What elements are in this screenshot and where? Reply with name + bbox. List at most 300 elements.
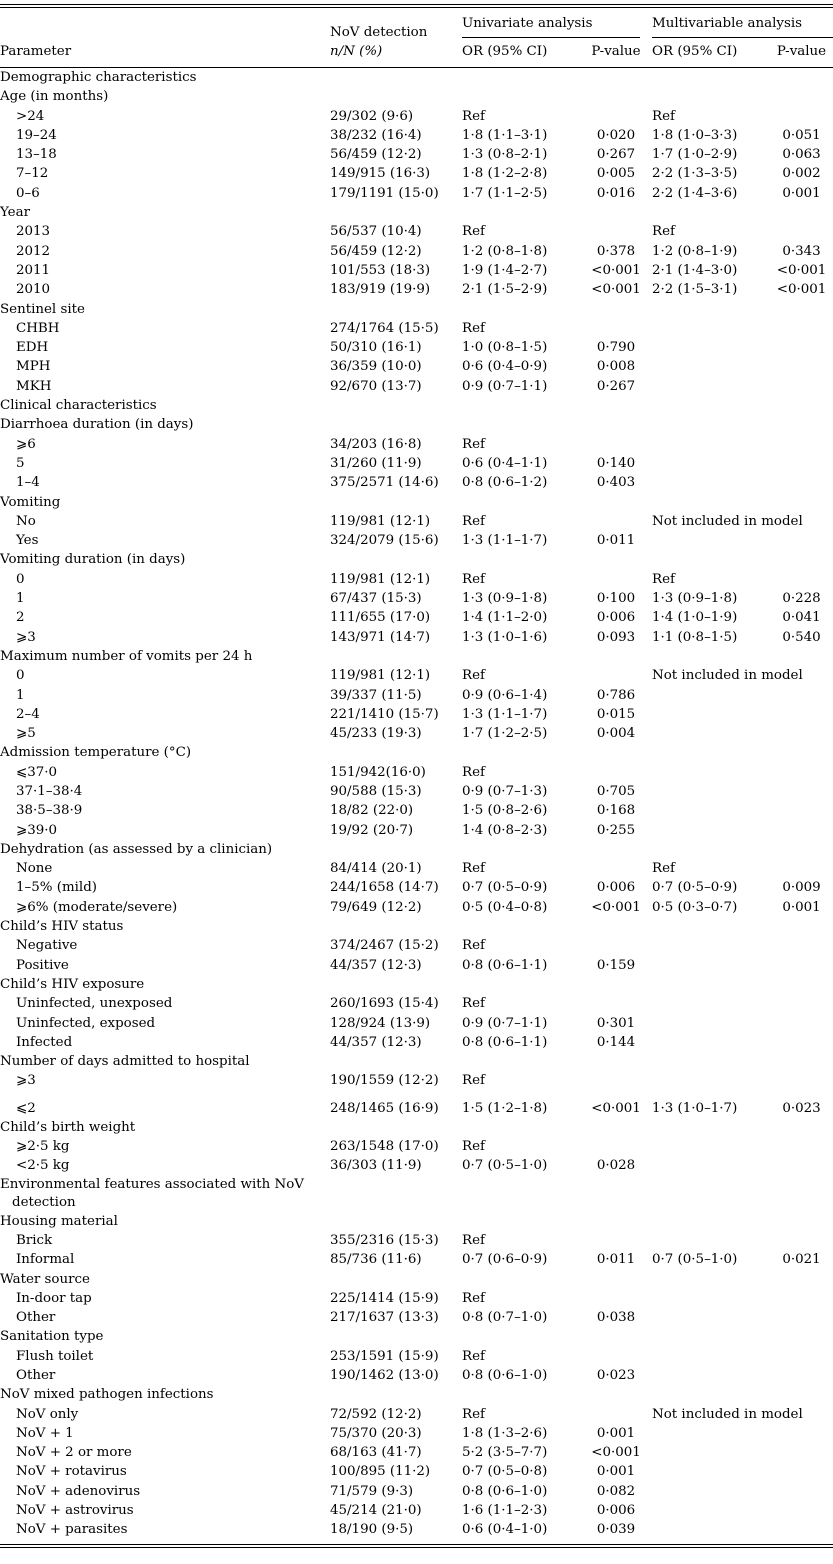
row-parameter: NoV + astrovirus (16, 1503, 134, 1519)
row-parameter: Other (16, 1368, 56, 1383)
table-row (0, 261, 833, 280)
row-uni-p: 0·255 (596, 822, 636, 838)
row-uni-p: 0·100 (596, 591, 636, 607)
row-detection: 36/303 (11·9) (330, 1158, 422, 1174)
row-uni-or: Ref (462, 996, 485, 1012)
table-row (0, 1405, 833, 1424)
row-multi-or: 0·7 (0·5–1·0) (652, 1252, 738, 1268)
row-parameter: 0 (16, 668, 25, 684)
row-detection (330, 1176, 462, 1212)
row-multi-or: 1·3 (1·0–1·7) (652, 1100, 738, 1116)
row-detection (330, 550, 462, 569)
row-uni-or: Ref (462, 861, 485, 877)
row-detection: 18/82 (22·0) (330, 803, 414, 819)
row-uni-p (580, 1231, 652, 1250)
row-detection: 190/1462 (13·0) (330, 1368, 439, 1383)
row-multi-or (652, 647, 770, 666)
row-parameter: Water source (0, 1271, 90, 1287)
row-parameter: ⩽37·0 (16, 764, 58, 780)
row-parameter: ⩾39·0 (16, 822, 58, 838)
category-row (0, 550, 833, 569)
row-uni-p (580, 1212, 652, 1231)
table-row (0, 1231, 833, 1250)
row-uni-p: 0·008 (596, 359, 636, 375)
row-uni-or (462, 493, 580, 512)
row-detection: 101/553 (18·3) (330, 262, 431, 278)
row-detection: 355/2316 (15·3) (330, 1232, 439, 1248)
row-detection: 179/1191 (15·0) (330, 185, 439, 201)
row-multi-or (652, 68, 770, 87)
row-uni-p: 0·039 (596, 1522, 636, 1538)
row-multi-p (770, 1176, 833, 1212)
row-multi-p (770, 531, 833, 550)
row-uni-or: 5·2 (3·5–7·7) (462, 1445, 548, 1461)
row-parameter: ⩾2·5 kg (16, 1139, 70, 1155)
row-uni-p (580, 415, 652, 434)
row-parameter: None (16, 861, 53, 877)
row-uni-p (580, 68, 652, 87)
row-uni-p (580, 570, 652, 589)
row-multi-or: 1·3 (0·9–1·8) (652, 591, 738, 607)
row-uni-p (580, 1118, 652, 1137)
row-detection: 149/915 (16·3) (330, 166, 431, 182)
row-uni-or (462, 203, 580, 222)
row-multi-or (652, 1033, 770, 1052)
row-detection: 75/370 (20·3) (330, 1425, 422, 1441)
row-detection: 248/1465 (16·9) (330, 1100, 439, 1116)
row-multi-or (652, 203, 770, 222)
row-parameter: 37·1–38·4 (16, 783, 83, 799)
table-row (0, 878, 833, 897)
row-multi-p: 0·001 (782, 185, 821, 201)
row-uni-or: 0·7 (0·5–0·8) (462, 1464, 548, 1480)
table-row (0, 107, 833, 126)
table-row (0, 222, 833, 241)
row-parameter: 13–18 (16, 147, 57, 163)
row-detection: 190/1559 (12·2) (330, 1073, 439, 1089)
row-detection: 44/357 (12·3) (330, 957, 422, 973)
table-row (0, 473, 833, 492)
row-detection (330, 396, 462, 415)
row-multi-or (652, 1482, 770, 1501)
row-uni-or: 0·6 (0·4–1·0) (462, 1522, 548, 1538)
row-multi-or: 1·2 (0·8–1·9) (652, 243, 738, 259)
row-parameter: EDH (16, 340, 49, 356)
row-multi-p: 0·002 (782, 166, 821, 182)
row-multi-or (652, 975, 770, 994)
table-row (0, 763, 833, 782)
row-uni-or: 0·8 (0·6–1·2) (462, 475, 548, 491)
row-uni-or: 1·0 (0·8–1·5) (462, 340, 548, 356)
category-row (0, 840, 833, 859)
row-uni-or: 1·4 (0·8–2·3) (462, 822, 548, 838)
category-row (0, 1176, 833, 1212)
row-uni-or: 0·8 (0·6–1·1) (462, 957, 548, 973)
row-detection (330, 1327, 462, 1346)
row-multi-p (770, 1212, 833, 1231)
row-uni-or: 0·8 (0·6–1·0) (462, 1368, 548, 1383)
row-uni-p: 0·267 (596, 147, 636, 163)
row-parameter: In-door tap (16, 1290, 92, 1306)
header-multi-or: OR (95% CI) (652, 44, 738, 59)
row-multi-p (770, 705, 833, 724)
category-row (0, 1212, 833, 1231)
row-detection: 38/232 (16·4) (330, 127, 422, 143)
row-multi-p (770, 473, 833, 492)
row-multi-or: Ref (652, 861, 675, 877)
row-parameter: 1–4 (16, 475, 40, 491)
table-row (0, 280, 833, 299)
row-parameter: Dehydration (as assessed by a clinician) (0, 841, 273, 857)
row-multi-or (652, 1462, 770, 1481)
header-detection-line1: NoV detection (330, 25, 428, 40)
row-uni-p (580, 1137, 652, 1156)
row-multi-p (770, 550, 833, 569)
row-uni-or: Ref (462, 1073, 485, 1089)
row-uni-or: 1·8 (1·3–2·6) (462, 1425, 548, 1441)
row-multi-or: Not included in model (652, 668, 803, 684)
row-multi-p (770, 87, 833, 106)
table-row (0, 1137, 833, 1156)
table-row (0, 1308, 833, 1327)
row-uni-or (462, 415, 580, 434)
row-detection: 92/670 (13·7) (330, 378, 422, 394)
row-multi-p (770, 782, 833, 801)
row-uni-p: 0·011 (596, 533, 636, 549)
row-multi-or (652, 956, 770, 975)
row-uni-or: 1·3 (1·1–1·7) (462, 533, 548, 549)
table-row (0, 1289, 833, 1308)
bottom-double-rule (0, 1544, 833, 1548)
row-detection: 128/924 (13·9) (330, 1015, 431, 1031)
table-row (0, 898, 833, 917)
row-multi-p (770, 975, 833, 994)
row-uni-or: Ref (462, 1232, 485, 1248)
row-uni-p (580, 1347, 652, 1366)
row-multi-or (652, 936, 770, 955)
row-detection: 85/736 (11·6) (330, 1252, 422, 1268)
row-multi-or (652, 917, 770, 936)
row-multi-p (770, 994, 833, 1013)
table-row (0, 994, 833, 1013)
row-uni-p (580, 1289, 652, 1308)
row-uni-p (580, 222, 652, 241)
row-parameter: ⩾5 (16, 726, 36, 742)
row-parameter: Sentinel site (0, 301, 85, 317)
row-detection: 45/214 (21·0) (330, 1503, 422, 1519)
row-multi-p: 0·001 (782, 899, 821, 915)
row-uni-p: <0·001 (591, 1445, 641, 1461)
row-multi-or (652, 686, 770, 705)
row-multi-or (652, 87, 770, 106)
row-uni-p: 0·301 (596, 1015, 636, 1031)
row-multi-or (652, 840, 770, 859)
row-uni-or (462, 1385, 580, 1404)
row-multi-p: 0·009 (782, 880, 821, 896)
row-uni-or (462, 396, 580, 415)
row-multi-p (770, 1289, 833, 1308)
row-uni-p: 0·006 (596, 1503, 636, 1519)
row-uni-or: 1·5 (1·2–1·8) (462, 1100, 548, 1116)
row-multi-or (652, 338, 770, 357)
row-multi-p: 0·063 (782, 147, 821, 163)
row-uni-p: 0·006 (596, 610, 636, 626)
row-multi-p (770, 493, 833, 512)
row-multi-p: 0·021 (782, 1252, 821, 1268)
row-uni-or (462, 1270, 580, 1289)
row-uni-or: 0·8 (0·6–1·1) (462, 1034, 548, 1050)
row-multi-p (770, 1270, 833, 1289)
row-uni-or: 1·3 (1·1–1·7) (462, 706, 548, 722)
row-multi-p: 0·041 (782, 610, 821, 626)
row-multi-or (652, 801, 770, 820)
row-parameter: ⩾6% (moderate/severe) (16, 899, 178, 915)
row-multi-p (770, 1231, 833, 1250)
row-multi-p (770, 570, 833, 589)
row-uni-or: Ref (462, 513, 485, 529)
row-multi-or: Ref (652, 571, 675, 587)
row-multi-p (770, 1071, 833, 1090)
row-uni-or: Ref (462, 224, 485, 240)
row-detection: 84/414 (20·1) (330, 861, 422, 877)
row-detection: 375/2571 (14·6) (330, 475, 439, 491)
row-multi-p: <0·001 (776, 282, 827, 298)
row-multi-or: 2·2 (1·4–3·6) (652, 185, 738, 201)
row-parameter: NoV + parasites (16, 1522, 128, 1538)
table-row (0, 724, 833, 743)
row-uni-or: 1·9 (1·4–2·7) (462, 262, 548, 278)
row-uni-or: 1·8 (1·1–3·1) (462, 127, 548, 143)
header-uni-p: P-value (591, 44, 641, 59)
row-uni-or: 0·9 (0·7–1·1) (462, 378, 548, 394)
row-multi-p (770, 415, 833, 434)
category-row (0, 493, 833, 512)
row-parameter: ⩾6 (16, 436, 36, 452)
table-row (0, 628, 833, 647)
row-parameter: Child’s HIV exposure (0, 976, 145, 992)
row-detection: 56/459 (12·2) (330, 243, 422, 259)
row-detection: 50/310 (16·1) (330, 340, 422, 356)
row-uni-p (580, 917, 652, 936)
row-multi-or (652, 724, 770, 743)
row-parameter: MPH (16, 359, 51, 375)
row-multi-or (652, 743, 770, 762)
row-uni-p (580, 1327, 652, 1346)
category-row (0, 917, 833, 936)
row-uni-p (580, 1405, 652, 1424)
row-multi-p: <0·001 (776, 262, 827, 278)
row-multi-p (770, 222, 833, 241)
row-parameter: NoV + 1 (16, 1425, 74, 1441)
row-detection: 67/437 (15·3) (330, 591, 422, 607)
row-uni-or: 0·9 (0·7–1·3) (462, 783, 548, 799)
table-row (0, 782, 833, 801)
row-uni-p: 0·790 (596, 340, 636, 356)
row-parameter: 1–5% (mild) (16, 880, 97, 896)
table-row (0, 145, 833, 164)
row-parameter: Year (0, 205, 30, 221)
row-multi-p (770, 743, 833, 762)
row-multi-or (652, 454, 770, 473)
category-row (0, 396, 833, 415)
row-detection: 374/2467 (15·2) (330, 938, 439, 954)
row-uni-or (462, 917, 580, 936)
row-multi-p (770, 1443, 833, 1462)
row-multi-or (652, 1270, 770, 1289)
table-row (0, 184, 833, 203)
row-parameter: Other (16, 1310, 56, 1326)
row-uni-p (580, 1052, 652, 1071)
row-multi-p (770, 454, 833, 473)
row-uni-p (580, 512, 652, 531)
row-multi-p (770, 1482, 833, 1501)
row-parameter: ⩾3 (16, 629, 36, 645)
row-multi-p (770, 203, 833, 222)
row-uni-p (580, 1385, 652, 1404)
row-uni-p: 0·403 (596, 475, 636, 491)
row-multi-p (770, 338, 833, 357)
row-uni-or: 1·2 (0·8–1·8) (462, 243, 548, 259)
row-detection: 71/579 (9·3) (330, 1483, 414, 1499)
row-detection: 225/1414 (15·9) (330, 1290, 439, 1306)
row-multi-or (652, 1520, 770, 1539)
row-parameter: Number of days admitted to hospital (0, 1054, 250, 1070)
row-parameter: Uninfected, exposed (16, 1015, 156, 1031)
row-uni-p: 0·705 (596, 783, 636, 799)
row-detection: 18/190 (9·5) (330, 1522, 414, 1538)
row-parameter: MKH (16, 378, 52, 394)
row-parameter: Yes (16, 533, 39, 549)
row-multi-or: 0·7 (0·5–0·9) (652, 880, 738, 896)
category-row (0, 975, 833, 994)
row-multi-p (770, 647, 833, 666)
row-parameter: Flush toilet (16, 1348, 94, 1364)
row-uni-or (462, 1118, 580, 1137)
univariate-underline (462, 37, 640, 38)
row-detection: 72/592 (12·2) (330, 1406, 422, 1422)
header-multivariable: Multivariable analysis (652, 16, 802, 31)
row-uni-or: 1·8 (1·2–2·8) (462, 166, 548, 182)
row-parameter: Sanitation type (0, 1329, 104, 1345)
row-uni-or: 0·9 (0·7–1·1) (462, 1015, 548, 1031)
row-parameter: Housing material (0, 1213, 118, 1229)
row-uni-p: 0·378 (596, 243, 636, 259)
row-uni-p (580, 319, 652, 338)
row-uni-or (462, 840, 580, 859)
row-uni-or: 0·5 (0·4–0·8) (462, 899, 548, 915)
row-uni-or: 1·7 (1·2–2·5) (462, 726, 548, 742)
row-multi-or (652, 1347, 770, 1366)
row-parameter: Negative (16, 938, 78, 954)
row-uni-or: Ref (462, 1406, 485, 1422)
table-row (0, 1520, 833, 1539)
row-uni-or: Ref (462, 764, 485, 780)
category-row (0, 1270, 833, 1289)
row-uni-p (580, 107, 652, 126)
row-multi-p (770, 1014, 833, 1033)
table-row (0, 338, 833, 357)
row-detection: 151/942(16·0) (330, 764, 426, 780)
row-detection (330, 1118, 462, 1137)
row-multi-or (652, 415, 770, 434)
header-parameter: Parameter (0, 44, 72, 59)
row-parameter: Admission temperature (°C) (0, 745, 192, 761)
row-multi-or (652, 531, 770, 550)
row-multi-or: 1·1 (0·8–1·5) (652, 629, 738, 645)
row-uni-or: 1·6 (1·1–2·3) (462, 1503, 548, 1519)
header-detection-line2: n/N (%) (330, 44, 383, 59)
row-detection: 36/359 (10·0) (330, 359, 422, 375)
table-row (0, 705, 833, 724)
row-multi-or: 2·2 (1·5–3·1) (652, 282, 738, 298)
row-detection: 44/357 (12·3) (330, 1034, 422, 1050)
row-multi-or: Not included in model (652, 1406, 803, 1422)
row-uni-p: 0·004 (596, 726, 636, 742)
header-uni-or: OR (95% CI) (462, 44, 548, 59)
row-multi-or (652, 300, 770, 319)
table-row (0, 608, 833, 627)
row-multi-or (652, 1385, 770, 1404)
row-parameter: Vomiting duration (in days) (0, 552, 186, 568)
row-detection: 45/233 (19·3) (330, 726, 422, 742)
row-uni-or (462, 550, 580, 569)
row-parameter: >24 (16, 108, 45, 124)
table-row (0, 1443, 833, 1462)
row-uni-p: 0·786 (596, 687, 636, 703)
row-multi-p (770, 1424, 833, 1443)
row-multi-or: 2·1 (1·4–3·0) (652, 262, 738, 278)
row-uni-or: 0·8 (0·7–1·0) (462, 1310, 548, 1326)
row-uni-or: 0·7 (0·6–0·9) (462, 1252, 548, 1268)
row-detection (330, 300, 462, 319)
row-uni-or: Ref (462, 1139, 485, 1155)
row-multi-or: Ref (652, 108, 675, 124)
row-uni-or: Ref (462, 571, 485, 587)
row-detection: 217/1637 (13·3) (330, 1310, 439, 1326)
row-uni-or: 1·3 (1·0–1·6) (462, 629, 548, 645)
row-uni-p (580, 87, 652, 106)
row-uni-p: 0·016 (596, 185, 636, 201)
row-detection: 34/203 (16·8) (330, 436, 422, 452)
row-parameter: Child’s birth weight (0, 1119, 136, 1135)
row-multi-or (652, 1118, 770, 1137)
category-row (0, 203, 833, 222)
row-parameter: Child’s HIV status (0, 919, 124, 935)
category-row (0, 1118, 833, 1137)
row-uni-or: 1·7 (1·1–2·5) (462, 185, 548, 201)
row-parameter: Environmental features associated with NoV detection (0, 1176, 304, 1210)
row-uni-or (462, 68, 580, 87)
row-multi-p (770, 107, 833, 126)
row-parameter: Brick (16, 1232, 53, 1248)
row-detection: 324/2079 (15·6) (330, 533, 439, 549)
row-uni-p: 0·028 (596, 1158, 636, 1174)
row-parameter: NoV mixed pathogen infections (0, 1387, 214, 1403)
row-uni-p: 0·011 (596, 1252, 636, 1268)
row-uni-or: 0·8 (0·6–1·0) (462, 1483, 548, 1499)
row-uni-p (580, 550, 652, 569)
row-multi-or (652, 493, 770, 512)
row-multi-p (770, 1052, 833, 1071)
row-uni-p (580, 840, 652, 859)
row-multi-or (652, 1424, 770, 1443)
row-multi-or (652, 396, 770, 415)
row-multi-p (770, 377, 833, 396)
row-multi-p (770, 300, 833, 319)
row-uni-p (580, 859, 652, 878)
row-multi-or (652, 821, 770, 840)
table-row (0, 801, 833, 820)
